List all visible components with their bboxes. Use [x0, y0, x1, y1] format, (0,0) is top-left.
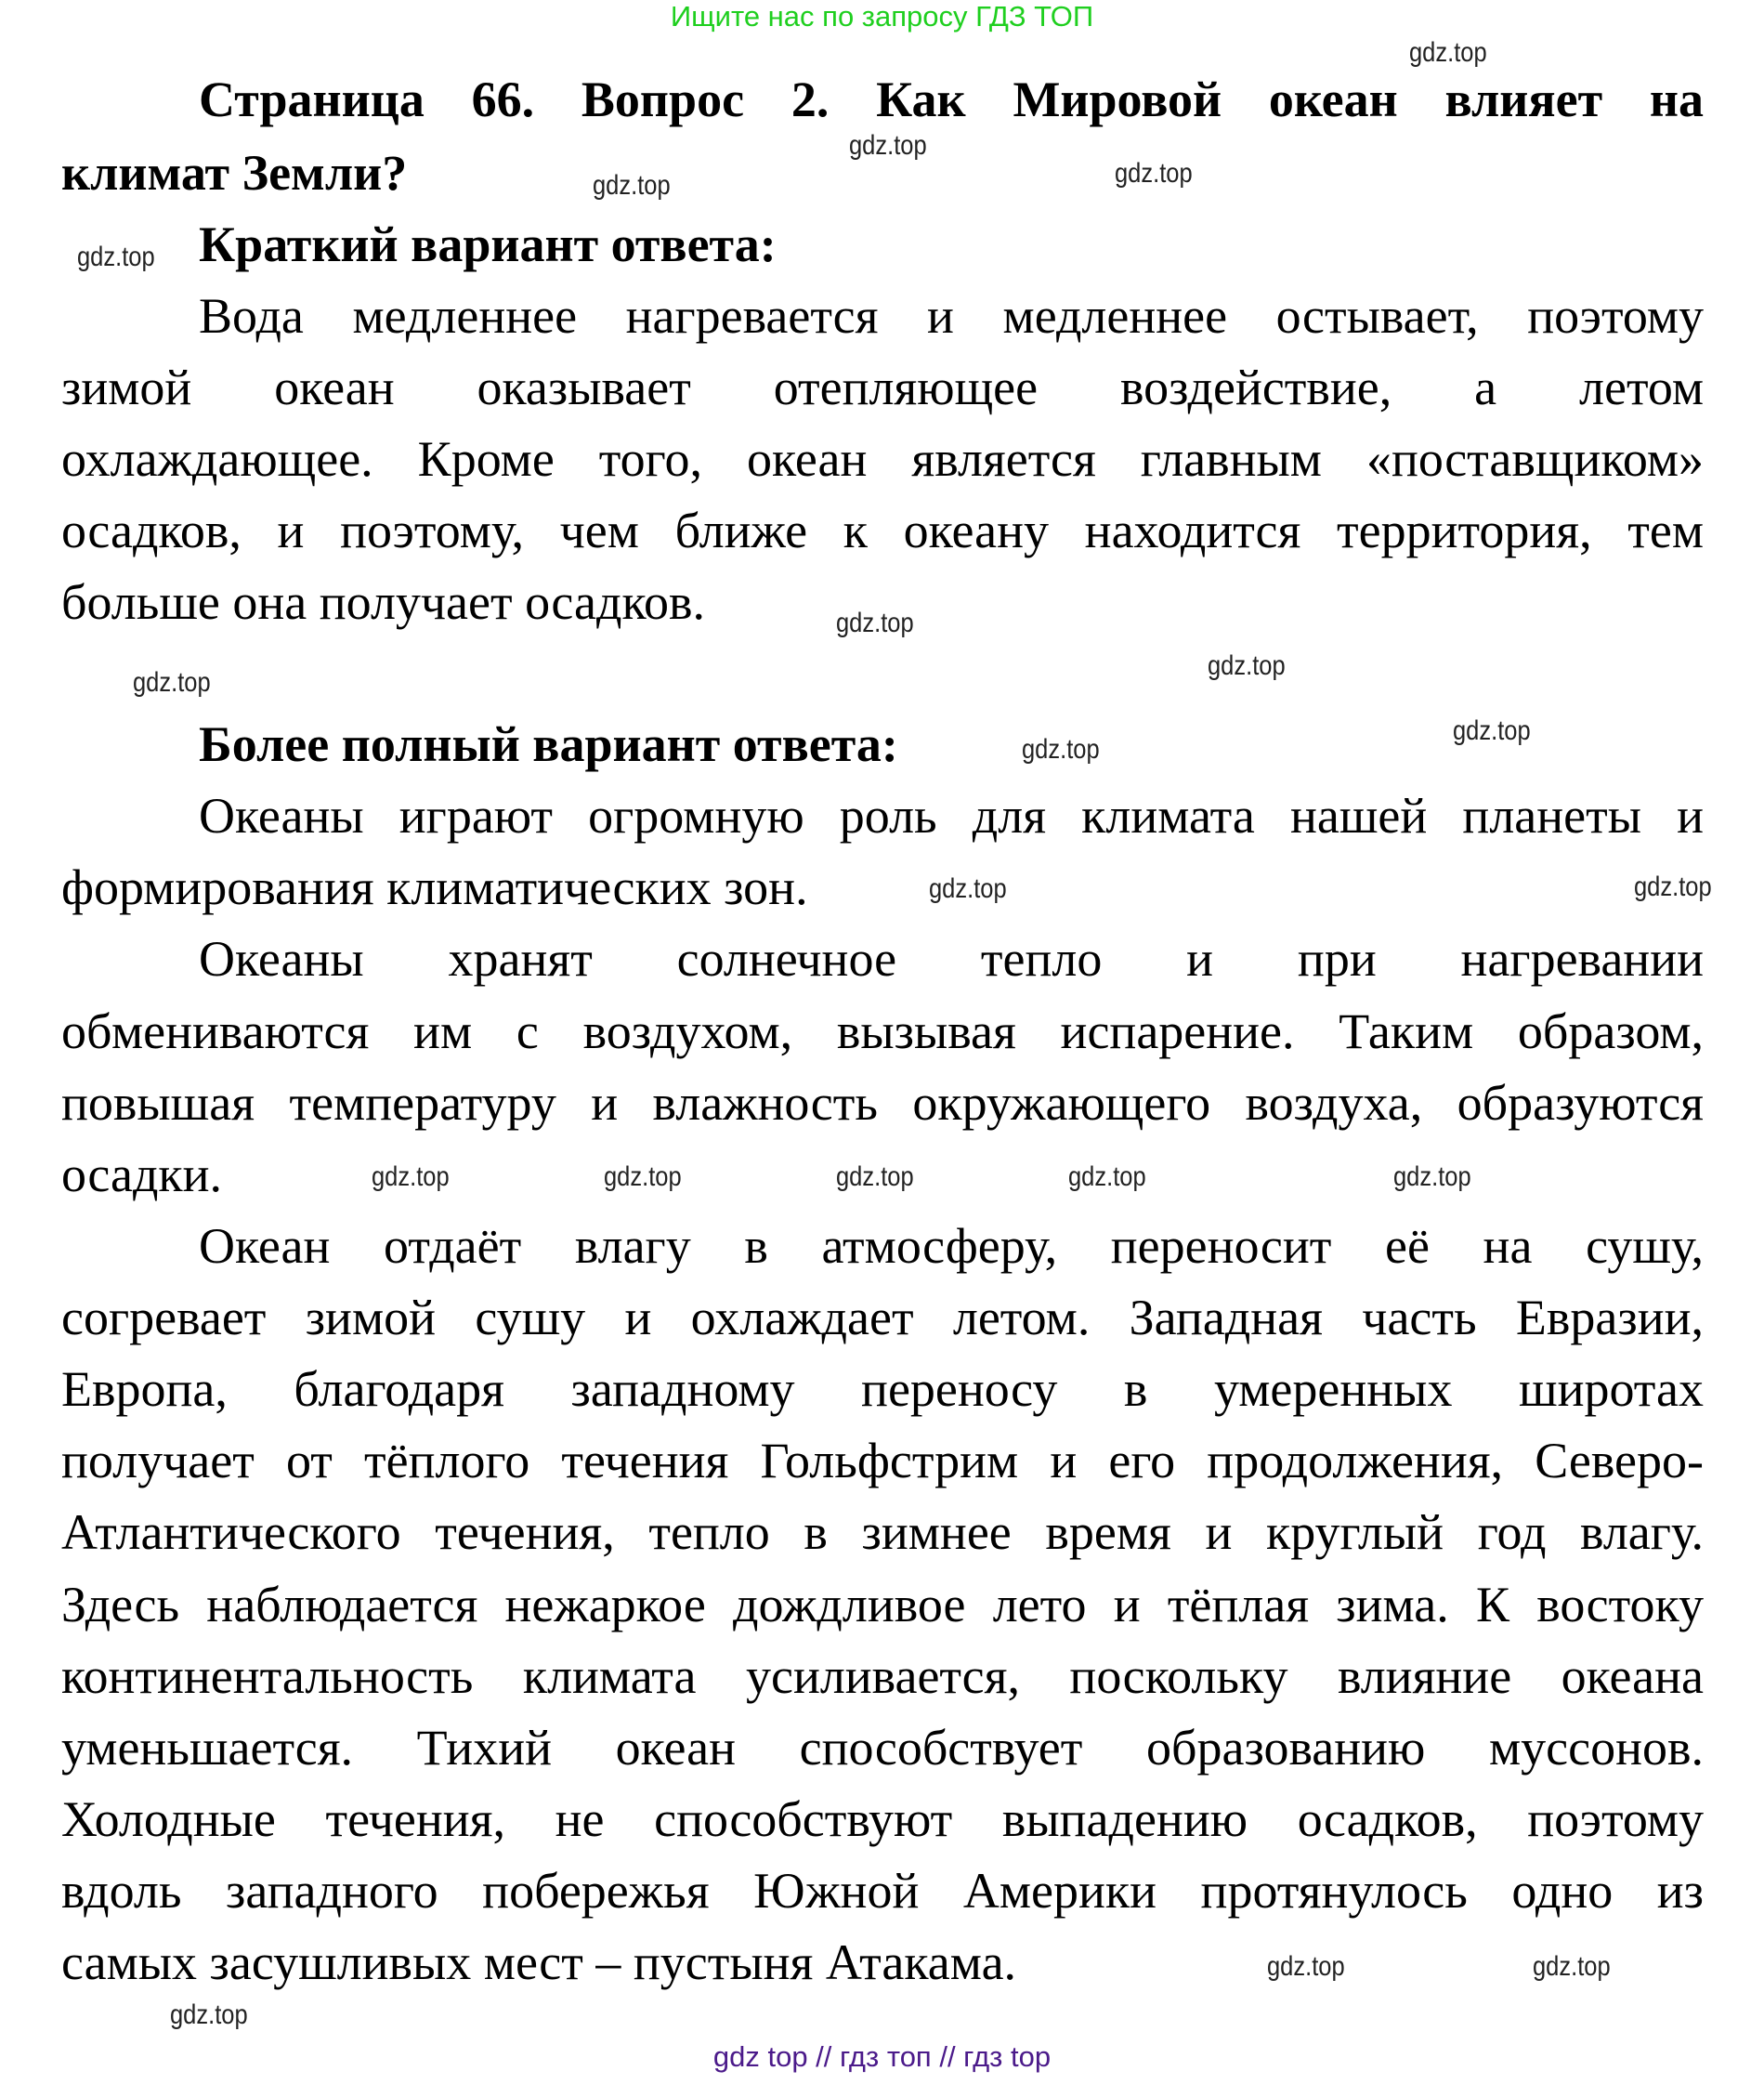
watermark: gdz.top [1409, 37, 1487, 68]
watermark: gdz.top [170, 1999, 248, 2030]
text-line: больше она получает осадков. [61, 574, 705, 630]
watermark: gdz.top [133, 667, 211, 698]
text-line: формирования климатических зон. [61, 859, 808, 915]
short-answer-heading: Краткий вариант ответа: [199, 216, 777, 272]
watermark: gdz.top [1453, 715, 1531, 746]
text-line: повышая температуру и влажность окружающего воздуха, образуются [61, 1075, 1704, 1131]
watermark: gdz.top [1022, 734, 1100, 765]
text-line: обмениваются им с воздухом, вызывая испарение. Таким образом, [61, 1003, 1704, 1059]
text-line: осадки. [61, 1147, 223, 1202]
text-line: вдоль западного побережья Южной Америки протянулось одно из [61, 1863, 1704, 1919]
watermark: gdz.top [1115, 158, 1193, 189]
watermark: gdz.top [1393, 1161, 1471, 1192]
watermark: gdz.top [593, 170, 671, 201]
text-line: осадков, и поэтому, чем ближе к океану находится территория, тем [61, 503, 1704, 558]
footer-links: gdz top // гдз топ // гдз top [712, 2040, 1052, 2073]
text-line: согревает зимой сушу и охлаждает летом. Западная часть Евразии, [61, 1290, 1704, 1345]
text-line: Европа, благодаря западному переносу в умеренных широтах [61, 1361, 1704, 1417]
watermark: gdz.top [836, 1161, 914, 1192]
text-line: Холодные течения, не способствуют выпадению осадков, поэтому [61, 1791, 1704, 1847]
text-line: самых засушливых мест – пустыня Атакама. [61, 1934, 1017, 1990]
watermark: gdz.top [77, 242, 155, 272]
question-title-line-2: климат Земли? [61, 145, 408, 201]
full-answer-heading: Более полный вариант ответа: [199, 716, 898, 772]
text-line: Океаны хранят солнечное тепло и при нагревании [199, 931, 1704, 987]
watermark: gdz.top [604, 1161, 682, 1192]
watermark: gdz.top [1267, 1951, 1345, 1982]
text-line: континентальность климата усиливается, поскольку влияние океана [61, 1648, 1704, 1704]
watermark: gdz.top [836, 608, 914, 638]
watermark: gdz.top [849, 130, 927, 161]
watermark: gdz.top [1208, 650, 1286, 681]
text-line: Атлантического течения, тепло в зимнее время и круглый год влагу. [61, 1504, 1704, 1560]
text-line: Океан отдаёт влагу в атмосферу, переносит её на сушу, [199, 1218, 1704, 1274]
text-line: уменьшается. Тихий океан способствует образованию муссонов. [61, 1720, 1704, 1776]
watermark: gdz.top [1068, 1161, 1146, 1192]
text-line: Здесь наблюдается нежаркое дождливое лето и тёплая зима. К востоку [61, 1577, 1704, 1632]
watermark: gdz.top [372, 1161, 450, 1192]
text-line: зимой океан оказывает отепляющее воздействие, а летом [61, 360, 1704, 415]
search-hint-banner: Ищите нас по запросу ГДЗ ТОП [670, 0, 1094, 33]
text-line: получает от тёплого течения Гольфстрим и его продолжения, Северо- [61, 1433, 1704, 1488]
watermark: gdz.top [1533, 1951, 1611, 1982]
text-line: Океаны играют огромную роль для климата нашей планеты и [199, 788, 1704, 844]
question-title-line-1: Страница 66. Вопрос 2. Как Мировой океан влияет на [199, 72, 1704, 127]
watermark: gdz.top [1634, 872, 1712, 902]
text-line: охлаждающее. Кроме того, океан является главным «поставщиком» [61, 431, 1704, 487]
text-line: Вода медленнее нагревается и медленнее остывает, поэтому [199, 288, 1704, 344]
watermark: gdz.top [929, 873, 1007, 904]
